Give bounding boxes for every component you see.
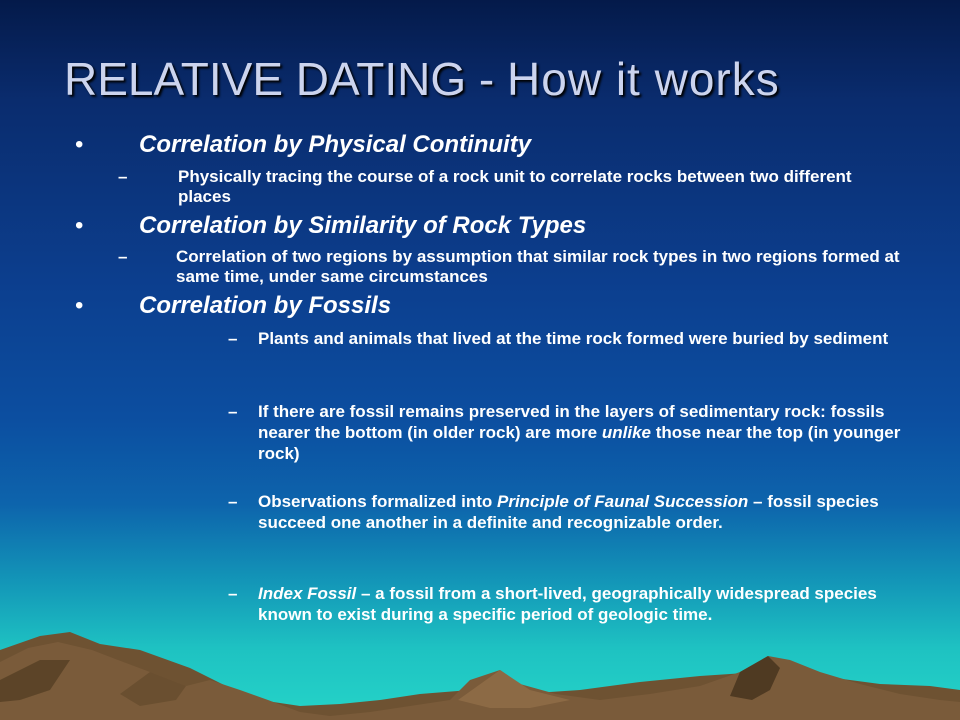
slide-title-part2: How it works [507, 53, 780, 105]
fossil-point-text: Observations formalized into Principle of Faunal Succession – fossil species succeed one another in a definite and recognizable order. [258, 492, 879, 532]
slide-title-part1: RELATIVE DATING - [64, 53, 495, 105]
bullet-glyph: • [75, 131, 84, 158]
bullet-glyph: • [75, 292, 84, 319]
dash-glyph: – [228, 584, 238, 603]
sub-item-text: Correlation of two regions by assumption that similar rock types in two regions formed at same time, under same circumstances [176, 247, 900, 286]
dash-glyph: – [228, 492, 238, 511]
bullet-heading: Correlation by Fossils [139, 292, 392, 319]
dash-glyph: – [228, 329, 238, 348]
dash-glyph: – [118, 167, 128, 186]
bullet-heading: Correlation by Physical Continuity [139, 131, 532, 158]
fossil-point-text: If there are fossil remains preserved in the layers of sedimentary rock: fossils nearer the bottom (in older rock) are more unlike those near the top (in younger rock) [258, 402, 901, 463]
dash-glyph: – [228, 402, 238, 421]
bullet-heading: Correlation by Similarity of Rock Types [139, 212, 587, 239]
fossil-point-text: Index Fossil – a fossil from a short-lived, geographically widespread species known to exist during a specific period of geologic time. [258, 584, 877, 624]
dash-glyph: – [118, 247, 128, 266]
fossil-point-text: Plants and animals that lived at the time rock formed were buried by sediment [258, 329, 889, 348]
bullet-glyph: • [75, 212, 84, 239]
slide-title [64, 52, 780, 106]
sub-item-text: Physically tracing the course of a rock unit to correlate rocks between two different places [178, 167, 852, 206]
